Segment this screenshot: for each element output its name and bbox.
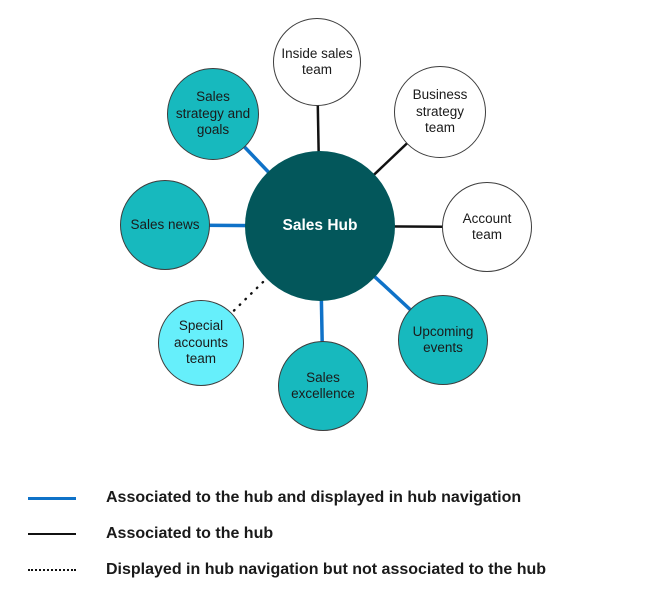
node-label: Upcoming events	[412, 323, 474, 355]
node-label: Sales news	[130, 216, 200, 232]
node-label: Sales strategy and goals	[175, 89, 251, 138]
legend-label: Associated to the hub and displayed in hub navigation	[106, 489, 522, 506]
legend-item-associated	[28, 523, 628, 545]
node-business-strategy-team	[394, 66, 486, 158]
legend-line-blue-solid	[28, 497, 76, 500]
legend-item-associated-displayed	[28, 487, 628, 509]
legend-line-black-solid	[28, 533, 76, 535]
legend	[28, 487, 628, 595]
node-sales-news	[120, 180, 210, 270]
node-sales-strategy-and-goals	[167, 68, 259, 160]
legend-line-black-dotted	[28, 569, 76, 571]
node-label: Special accounts team	[173, 318, 229, 367]
node-label: Business strategy team	[412, 87, 468, 136]
node-inside-sales-team	[273, 18, 361, 106]
node-sales-excellence	[278, 341, 368, 431]
hub-node-sales-hub	[245, 151, 395, 301]
node-special-accounts-team	[158, 300, 244, 386]
node-label: Sales excellence	[291, 369, 355, 401]
legend-label: Associated to the hub	[106, 525, 274, 542]
legend-label: Displayed in hub navigation but not associated to the hub	[106, 561, 547, 578]
node-label: Account team	[462, 210, 512, 242]
node-account-team	[442, 182, 532, 272]
node-label: Inside sales team	[281, 45, 353, 77]
node-upcoming-events	[398, 295, 488, 385]
hub-label: Sales Hub	[282, 216, 358, 234]
legend-item-displayed-not-associated	[28, 559, 628, 581]
